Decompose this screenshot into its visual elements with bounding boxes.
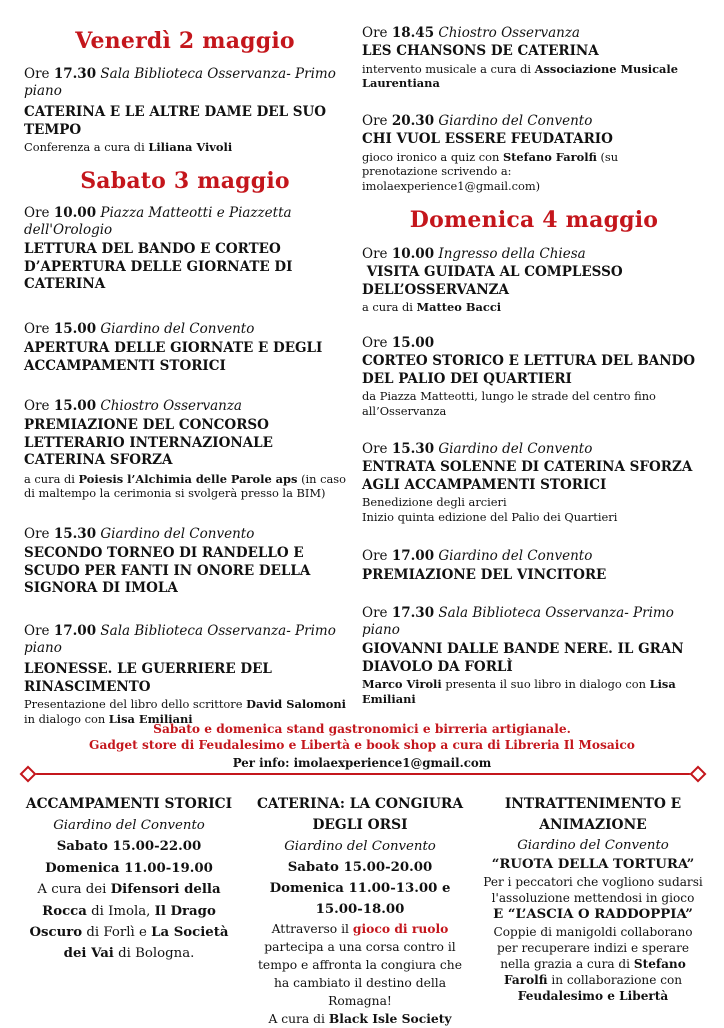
event-title: CORTEO STORICO E LETTURA DEL BANDO DEL PALIO DEI QUARTIERI xyxy=(362,353,696,387)
event-sunday-3 xyxy=(362,441,706,524)
ore-label: Ore xyxy=(24,321,50,337)
event-place: Giardino del Convento xyxy=(100,526,255,542)
event-time: 15.30 xyxy=(391,441,435,457)
section-divider xyxy=(26,773,698,775)
event-place: Sala Biblioteca Osservanza- Primo piano xyxy=(24,66,336,99)
box-place: Giardino del Convento xyxy=(284,839,436,854)
event-title: CATERINA E LE ALTRE DAME DEL SUO TEMPO xyxy=(24,104,327,138)
box-activity-1-desc: Per i peccatori che vogliono sudarsi l'assoluzione mettendosi in gioco xyxy=(483,875,703,905)
event-place: Giardino del Convento xyxy=(438,113,593,129)
event-place: Giardino del Convento xyxy=(438,548,593,564)
box-activity-1: “RUOTA DELLA TORTURA” xyxy=(491,857,695,872)
event-time: 15.30 xyxy=(53,526,97,542)
ore-label: Ore xyxy=(24,66,50,82)
event-desc: a cura di xyxy=(362,300,417,314)
organizer-name: La Società dei Vai xyxy=(63,925,229,962)
event-title: GIOVANNI DALLE BANDE NERE. IL GRAN DIAVOLO DA FORLÌ xyxy=(362,641,684,675)
event-place: Sala Biblioteca Osservanza- Primo piano xyxy=(24,623,336,656)
text: Coppie di manigoldi collaborano per recuperare indizi e sperare nella grazia a cura di xyxy=(493,925,693,971)
event-desc: presenta il suo libro in dialogo con xyxy=(441,677,650,691)
event-friday-3 xyxy=(362,113,706,193)
event-place: Piazza Matteotti e Piazzetta dell'Orologio xyxy=(24,205,292,238)
text: partecipa a una corsa contro il tempo e affronta la congiura che ha cambiato il destino della Romagna! xyxy=(257,940,462,1008)
text: di Bologna. xyxy=(113,946,195,962)
box-description xyxy=(250,920,470,1010)
info-contact: Per info: imolaexperience1@gmail.com xyxy=(232,756,492,770)
event-guest: Lisa Emiliani xyxy=(362,677,676,706)
box-sunday-hours: Domenica 11.00-13.00 e 15.00-18.00 xyxy=(269,881,451,917)
event-friday-2 xyxy=(362,25,706,91)
event-desc: Conferenza a cura di xyxy=(24,140,149,154)
text: di Imola, xyxy=(86,903,155,919)
text: A cura di xyxy=(268,1012,329,1026)
event-sunday-1 xyxy=(362,246,706,315)
event-title: CHI VUOL ESSERE FEUDATARIO xyxy=(362,131,613,147)
box-saturday-hours: Sabato 15.00-20.00 xyxy=(287,860,433,875)
event-time: 20.30 xyxy=(391,113,435,129)
event-place: Chiostro Osservanza xyxy=(100,398,242,414)
event-saturday-3 xyxy=(24,398,346,501)
event-title: LES CHANSONS DE CATERINA xyxy=(362,43,599,59)
event-saturday-2 xyxy=(24,321,346,375)
box-organizers xyxy=(22,879,236,965)
event-desc-mid: in dialogo con xyxy=(24,711,109,726)
info-box-role-game xyxy=(250,794,470,1028)
text: in collaborazione con xyxy=(547,973,683,987)
event-desc: Benedizione degli arcieri xyxy=(362,495,507,509)
event-desc-line2: Inizio quinta edizione del Palio dei Quartieri xyxy=(362,509,618,524)
event-desc: gioco ironico a quiz con xyxy=(362,149,503,164)
text: A cura dei xyxy=(37,882,111,898)
ore-label: Ore xyxy=(24,623,50,639)
ore-label: Ore xyxy=(362,113,388,129)
event-author: Liliana Vivoli xyxy=(148,140,233,154)
event-desc: Presentazione del libro dello scrittore xyxy=(24,697,247,711)
ore-label: Ore xyxy=(362,441,388,457)
event-title: SECONDO TORNEO DI RANDELLO E SCUDO PER FANTI IN ONORE DELLA SIGNORA DI IMOLA xyxy=(24,545,311,596)
event-guest: Lisa Emiliani xyxy=(108,711,193,726)
box-activity-2-desc xyxy=(482,924,704,1004)
event-time: 18.45 xyxy=(391,25,435,41)
event-saturday-5 xyxy=(24,623,346,726)
organizer-name: Difensori della Rocca xyxy=(42,882,221,919)
event-place: Chiostro Osservanza xyxy=(438,25,580,41)
event-organizer: Associazione Musicale Laurentiana xyxy=(362,61,678,90)
event-friday-1 xyxy=(24,66,346,155)
event-organizer: Poiesis l’Alchimia delle Parole aps xyxy=(78,471,298,486)
event-place: Giardino del Convento xyxy=(438,441,593,457)
event-time: 17.00 xyxy=(53,623,97,639)
event-sunday-5 xyxy=(362,605,706,706)
event-title: LEONESSE. LE GUERRIERE DEL RINASCIMENTO xyxy=(24,661,272,695)
text: Attraverso il xyxy=(271,922,353,936)
event-time: 15.00 xyxy=(53,398,97,414)
event-desc: a cura di xyxy=(24,471,79,486)
day-heading-saturday: Sabato 3 maggio xyxy=(80,168,290,194)
organizer-name: Feudalesimo e Libertà xyxy=(517,989,669,1003)
box-activity-2: E “L’ASCIA O RADDOPPIA” xyxy=(493,907,693,922)
event-title: LETTURA DEL BANDO E CORTEO D’APERTURA DELLE GIORNATE DI CATERINA xyxy=(24,241,293,292)
event-title: ENTRATA SOLENNE DI CATERINA SFORZA AGLI ACCAMPAMENTI STORICI xyxy=(362,459,693,493)
event-time: 17.30 xyxy=(53,66,97,82)
event-place: Ingresso della Chiesa xyxy=(438,246,586,262)
event-desc-note: (su prenotazione scrivendo a: imolaexperience1@gmail.com) xyxy=(362,149,619,193)
event-title: APERTURA DELLE GIORNATE E DEGLI ACCAMPAMENTI STORICI xyxy=(24,340,323,374)
event-saturday-1 xyxy=(24,205,346,294)
event-place: Giardino del Convento xyxy=(100,321,255,337)
event-host: Stefano Farolfi xyxy=(502,149,597,164)
note-food-stands: Sabato e domenica stand gastronomici e birreria artigianale. xyxy=(153,722,571,736)
ore-label: Ore xyxy=(362,548,388,564)
event-time: 17.00 xyxy=(391,548,435,564)
ore-label: Ore xyxy=(24,398,50,414)
event-title: PREMIAZIONE DEL VINCITORE xyxy=(362,567,607,583)
info-box-encampments xyxy=(22,794,236,965)
event-guide: Matteo Bacci xyxy=(416,300,502,314)
box-heading: CATERINA: LA CONGIURA DEGLI ORSI xyxy=(256,796,464,833)
event-time: 15.00 xyxy=(53,321,97,337)
day-heading-sunday: Domenica 4 maggio xyxy=(409,207,659,233)
highlight: gioco di ruolo xyxy=(352,921,449,936)
event-desc: da Piazza Matteotti, lungo le strade del centro fino all’Osservanza xyxy=(362,389,656,418)
ore-label: Ore xyxy=(362,25,388,41)
organizer-name: Il Drago Oscuro xyxy=(29,903,216,941)
box-organizer xyxy=(250,1010,470,1028)
day-heading-friday: Venerdì 2 maggio xyxy=(75,28,295,54)
event-author: David Salomoni xyxy=(246,697,347,711)
box-heading: ACCAMPAMENTI STORICI xyxy=(25,796,233,812)
event-author: Marco Viroli xyxy=(362,677,442,691)
event-title: PREMIAZIONE DEL CONCORSO LETTERARIO INTERNAZIONALE CATERINA SFORZA xyxy=(24,417,273,468)
event-title: VISITA GUIDATA AL COMPLESSO DELL’OSSERVANZA xyxy=(362,264,628,298)
ore-label: Ore xyxy=(362,246,388,262)
event-desc-note: (in caso di maltempo la cerimonia si svolgerà presso la BIM) xyxy=(24,471,346,500)
organizer-name: Black Isle Society xyxy=(328,1011,452,1026)
ore-label: Ore xyxy=(362,335,388,351)
organizer-name: Stefano Farolfi xyxy=(503,957,686,987)
box-place: Giardino del Convento xyxy=(517,838,669,853)
box-place: Giardino del Convento xyxy=(53,818,205,833)
info-box-entertainment xyxy=(482,794,704,1004)
ore-label: Ore xyxy=(24,526,50,542)
event-time: 10.00 xyxy=(53,205,97,221)
event-time: 15.00 xyxy=(391,335,435,351)
box-saturday-hours: Sabato 15.00-22.00 xyxy=(56,839,202,855)
ore-label: Ore xyxy=(24,205,50,221)
event-sunday-2 xyxy=(362,335,706,418)
event-time: 10.00 xyxy=(391,246,435,262)
event-place: Sala Biblioteca Osservanza- Primo piano xyxy=(362,605,674,638)
ore-label: Ore xyxy=(362,605,388,621)
event-desc: intervento musicale a cura di xyxy=(362,61,535,76)
box-heading: INTRATTENIMENTO E ANIMAZIONE xyxy=(504,796,682,833)
box-sunday-hours: Domenica 11.00-19.00 xyxy=(45,860,213,876)
event-sunday-4 xyxy=(362,548,706,585)
event-saturday-4 xyxy=(24,526,346,598)
text: di Forlì e xyxy=(82,925,152,941)
note-gadget-store: Gadget store di Feudalesimo e Libertà e book shop a cura di Libreria Il Mosaico xyxy=(89,738,635,752)
event-time: 17.30 xyxy=(391,605,435,621)
